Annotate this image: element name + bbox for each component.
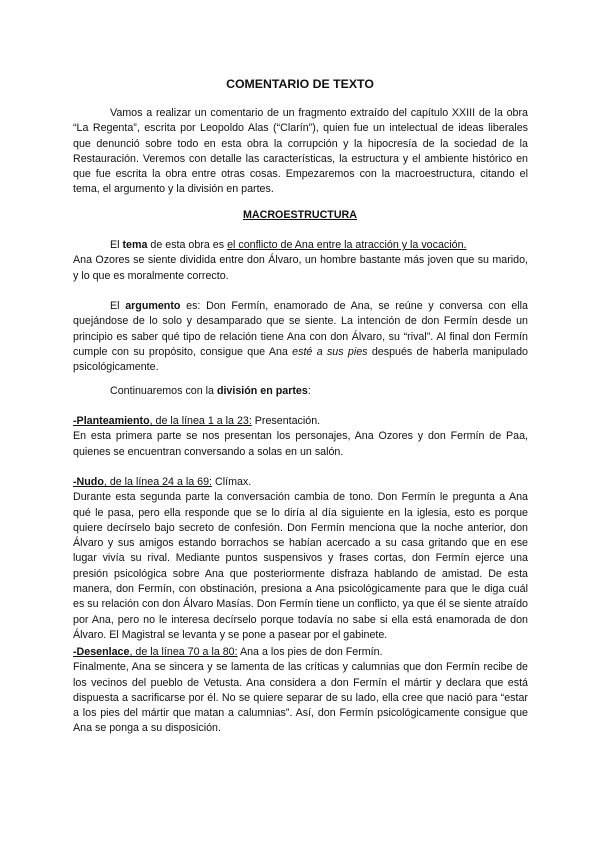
- part-heading: [73, 414, 528, 429]
- tema-mid: de esta obra es: [147, 239, 228, 251]
- section-title: MACROESTRUCTURA: [243, 209, 357, 221]
- part-range: , de la línea 1 a la 23:: [149, 415, 252, 427]
- tema-paragraph: [73, 238, 528, 284]
- argumento-paragraph: [73, 299, 528, 375]
- part-text: Durante esta segunda parte la conversación cambia de tono. Don Fermín le pregunta a Ana qué le pasa, pero ella responde que se lo diría al día siguiente en la iglesia, esto es porque quiere decírselo bajo secreto de confesión. Don Fermín menciona que la noche anterior, don Álvaro y sus amigos estando borrachos se habían acercado a su casa gritando que en ese lugar vivía su rival. Mediante puntos suspensivos y frases cortas, don Fermín ejerce una presión psicológica sobre Ana que posteriormente disfraza hablando de amistad. De esta manera, don Fermín, con obstinación, presiona a Ana psicológicamente para que le diga cuál es su relación con don Álvaro Masías. Don Fermín tiene un conflicto, ya que él se siente atraído por Ana, pero no le interesa decírselo porque todavía no sabe si ella está enamorada de don Álvaro. El Magistral se levanta y se pone a pasear por el gabinete.: [73, 491, 528, 641]
- part-desenlace: [73, 645, 528, 737]
- division-text: [73, 384, 528, 399]
- tema-first-line: [73, 238, 528, 253]
- part-heading: [73, 475, 528, 490]
- part-label: Presentación.: [251, 415, 321, 427]
- argumento-post: después de haberla manipulado psicológicamente.: [73, 345, 528, 374]
- tema-pre: El: [110, 239, 123, 251]
- intro-paragraph: [73, 106, 528, 198]
- part-text: En esta primera parte se nos presentan los personajes, Ana Ozores y don Fermín de Paa, quienes se encuentran conversando a solas en un salón.: [73, 430, 528, 458]
- tema-underline: el conflicto de Ana entre la atracción y la vocación.: [227, 239, 467, 251]
- division-pre: Continuaremos con la: [110, 385, 217, 397]
- part-label: Ana a los pies de don Fermín.: [237, 646, 383, 658]
- argumento-bold: argumento: [125, 300, 181, 312]
- argumento-pre: El: [110, 300, 126, 312]
- part-name: -Desenlace: [73, 646, 130, 658]
- argumento-text: [73, 299, 528, 375]
- part-range: , de la línea 24 a la 69:: [103, 476, 213, 488]
- division-paragraph: [73, 384, 528, 399]
- document-title: COMENTARIO DE TEXTO: [226, 77, 374, 91]
- tema-rest: Ana Ozores se siente dividida entre don Álvaro, un hombre bastante más joven que su marido, y lo que es moralmente correcto.: [73, 254, 528, 282]
- part-heading: [73, 645, 528, 660]
- part-name: -Planteamiento: [73, 415, 150, 427]
- part-nudo: [73, 475, 528, 643]
- argumento-mid: es: Don Fermín, enamorado de Ana, se reúne y conversa con ella quejándose de lo solo y desamparado que se siente. La intención de don Fermín desde un principio es saber qué tipo de relación tiene Ana con don Álvaro, su “rival”. Al final don Fermín cumple con su propósito, consigue que Ana: [73, 300, 528, 358]
- part-range: , de la línea 70 a la 80:: [129, 646, 238, 658]
- tema-bold: tema: [122, 239, 148, 251]
- division-bold: división en partes: [216, 385, 308, 397]
- intro-text: Vamos a realizar un comentario de un fragmento extraído del capítulo XXIII de la obra “La Regenta”, escrita por Leopoldo Alas (“Clarín”), quien fue un intelectual de ideas liberales que denunció sobre todo en esta obra la corrupción y la hipocresía de la sociedad de la Restauración. Veremos con detalle las características, la estructura y el ambiente histórico en que fue escrita la obra entre otras cosas. Empezaremos con la macroestructura, citando el tema, el argumento y la división en partes.: [73, 107, 528, 196]
- part-text: Finalmente, Ana se sincera y se lamenta de las críticas y calumnias que don Fermín recibe de los vecinos del pueblo de Vetusta. Ana considera a don Fermín el mártir y declara que está dispuesta a sacrificarse por él. No se quiere separar de su lado, ella cree que nació para “estar a los pies del mártir que matan a calumnias”. Así, don Fermín psicológicamente consigue que Ana se ponga a su disposición.: [73, 661, 528, 735]
- division-post: :: [307, 385, 311, 397]
- part-name: -Nudo: [73, 476, 104, 488]
- part-label: Clímax.: [212, 476, 252, 488]
- part-planteamiento: [73, 414, 528, 460]
- argumento-italic: esté a sus pies: [292, 345, 368, 358]
